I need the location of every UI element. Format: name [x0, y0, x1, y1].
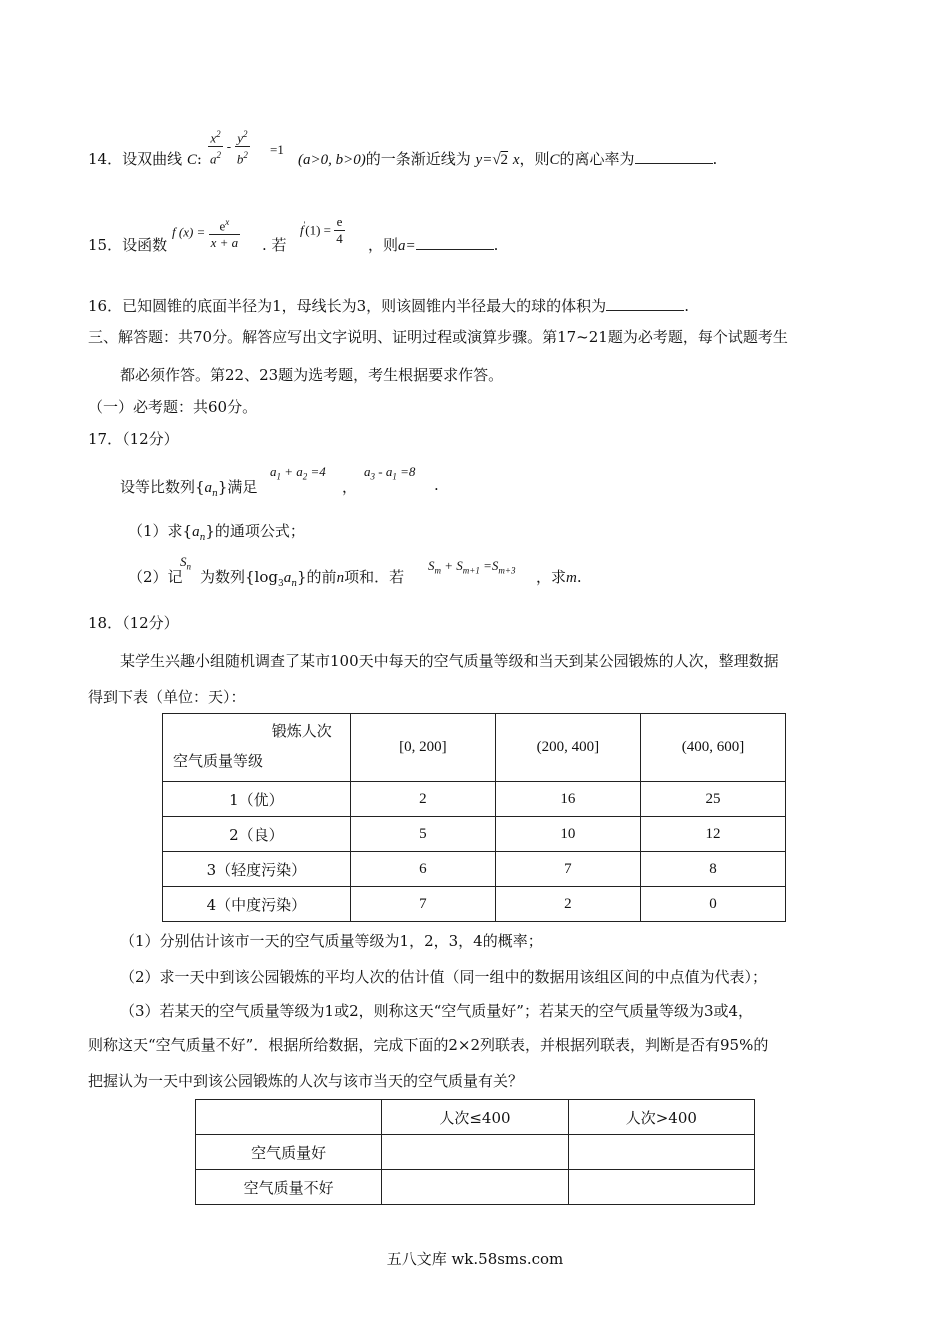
empty-cell [382, 1170, 568, 1205]
q18-part3-line3: 把握认为一天中到该公园锻炼的人次与该市当天的空气质量有关？ [88, 1072, 524, 1090]
table-cell: 10 [495, 817, 640, 852]
row-label: 1（优） [163, 782, 351, 817]
q16-answer-blank [606, 296, 684, 311]
q17-stem: 设等比数列$\{a_n\}$满足 [120, 478, 258, 499]
table-corner-cell [163, 714, 351, 782]
q17-comma: ， [342, 478, 358, 496]
q14-number: 14． [88, 150, 123, 168]
empty-cell [568, 1135, 754, 1170]
q15-tail: ，则a= . [368, 236, 499, 254]
table-row [163, 817, 786, 852]
column-header: [0, 200] [350, 714, 495, 782]
q18-intro2: 得到下表（单位：天）： [88, 688, 246, 706]
q18-part3-line1: （3）若某天的空气质量等级为1或2，则称这天“空气质量好”；若某天的空气质量等级为3或4， [120, 1002, 754, 1020]
q18-contingency-table [195, 1099, 755, 1205]
section3-line1: 三、解答题：共70分。解答应写出文字说明、证明过程或演算步骤。第17~21题为必考题，每个试题考生 [88, 328, 788, 346]
row-label: 4（中度污染） [163, 887, 351, 922]
footer-watermark: 五八文库 wk.58sms.com [386, 1250, 564, 1268]
row-label: 2（良） [163, 817, 351, 852]
corner-bottom-label: 空气质量等级 [173, 752, 264, 770]
q15-ruo: . 若 [262, 236, 287, 254]
q15-line: 15．设函数 [88, 236, 168, 254]
q17-sum-eq: $S_m + S_{m+1} =S_{m+3}$ [428, 558, 516, 576]
row-label: 空气质量好 [196, 1135, 382, 1170]
table-cell: 7 [350, 887, 495, 922]
table-row [163, 782, 786, 817]
contingency-corner [196, 1100, 382, 1135]
q17-header: 17．（12分） [88, 430, 179, 448]
table-cell: 12 [640, 817, 785, 852]
q17-end: . [434, 476, 439, 494]
table-row [163, 852, 786, 887]
table-cell: 2 [495, 887, 640, 922]
q15-answer-blank [416, 235, 494, 250]
q17-part2: （2）记 [128, 568, 183, 586]
table-cell: 7 [495, 852, 640, 887]
table-cell: 2 [350, 782, 495, 817]
q14-hyperbola-equation: $\frac{x^2}{a^2}$ - $\frac{y^2}{b^2}$ [208, 126, 250, 168]
q17-part2-mid: 为数列$\{\log_3a_n\}$的前n项和．若 [200, 568, 405, 589]
q17-part1: （1）求$\{a_n\}$的通项公式； [128, 522, 305, 543]
corner-top-label: 锻炼人次 [271, 722, 332, 740]
table-row [163, 887, 786, 922]
q17-part2-tail: ，求m. [536, 568, 582, 586]
table-cell: 0 [640, 887, 785, 922]
q18-header: 18．（12分） [88, 614, 179, 632]
q15-number: 15． [88, 236, 123, 254]
table-cell: 5 [350, 817, 495, 852]
q18-intro1: 某学生兴趣小组随机调查了某市100天中每天的空气质量等级和当天到某公园锻炼的人次，整理数据 [120, 652, 779, 670]
table-cell: 25 [640, 782, 785, 817]
row-label: 3（轻度污染） [163, 852, 351, 887]
q18-part3-line2: 则称这天“空气质量不好”．根据所给数据，完成下面的2×2列联表，并根据列联表，判断是否有95%的 [88, 1036, 769, 1054]
q14-answer-blank [635, 149, 713, 164]
empty-cell [568, 1170, 754, 1205]
table-cell: 16 [495, 782, 640, 817]
column-header: (400, 600] [640, 714, 785, 782]
q14-line: 14．设双曲线 C: [88, 150, 202, 168]
q18-part2: （2）求一天中到该公园锻炼的平均人次的估计值（同一组中的数据用该组区间的中点值为代表）； [120, 968, 768, 986]
q15-function: f (x) = $\frac{e^x}{x + a}$ [172, 217, 239, 251]
section3-line2: 都必须作答。第22、23题为选考题，考生根据要求作答。 [120, 366, 504, 384]
column-header: 人次≤400 [382, 1100, 568, 1135]
table-cell: 6 [350, 852, 495, 887]
q14-eq-one: =1 [270, 142, 284, 157]
q17-sn: $S_n$ [180, 554, 191, 572]
section3-sub: （一）必考题：共60分。 [88, 398, 258, 416]
row-label: 空气质量不好 [196, 1170, 382, 1205]
q17-eq2: $a_3 - a_1 =8$ [364, 464, 416, 482]
empty-cell [382, 1135, 568, 1170]
q18-part1: （1）分别估计该市一天的空气质量等级为1，2，3，4的概率； [120, 932, 543, 950]
table-cell: 8 [640, 852, 785, 887]
table-row [196, 1170, 755, 1205]
q14-tail: (a>0, b>0)的一条渐近线为 y=√2 x，则C的离心率为 . [298, 150, 718, 168]
q15-derivative: f'(1) = $\frac{e}{4}$ [300, 214, 343, 246]
q17-eq1: $a_1 + a_2 =4$ [270, 464, 326, 482]
table-row [196, 1135, 755, 1170]
q16-line: 16．已知圆锥的底面半径为1，母线长为3，则该圆锥内半径最大的球的体积为 . [88, 297, 689, 315]
q18-data-table [162, 713, 786, 922]
column-header: 人次>400 [568, 1100, 754, 1135]
column-header: (200, 400] [495, 714, 640, 782]
